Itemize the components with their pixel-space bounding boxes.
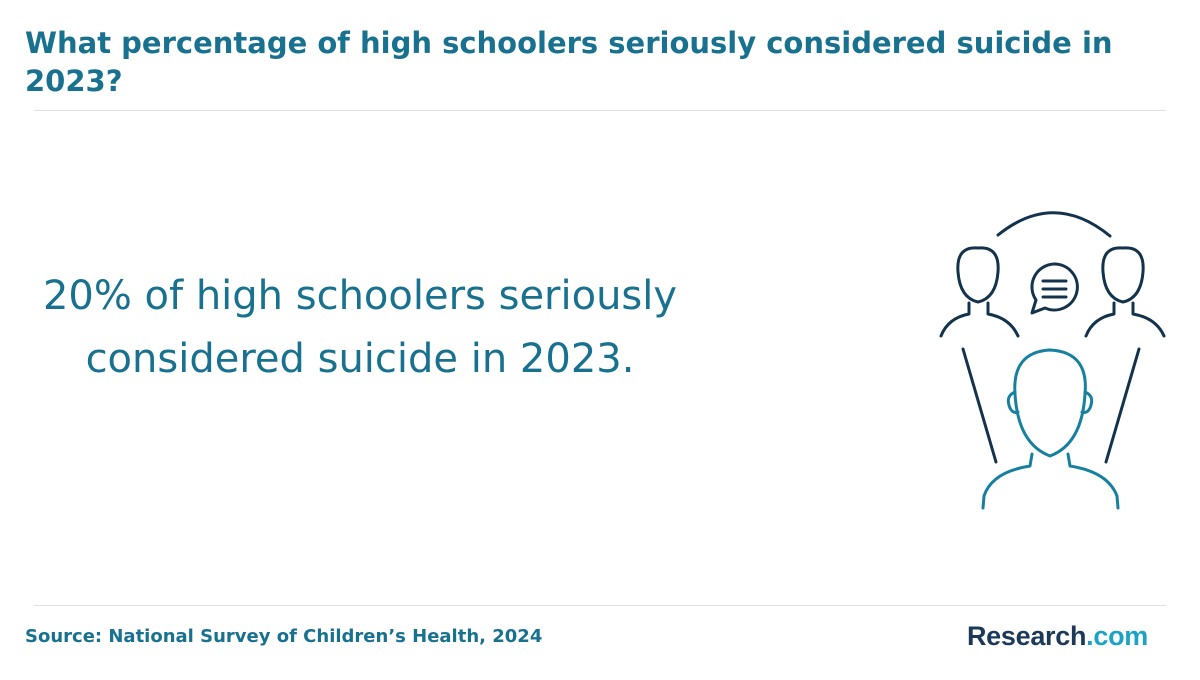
logo-tld-text: .com [1086,621,1148,651]
group-conversation-illustration [930,200,1180,520]
person-icon [941,248,1018,336]
connection-arc [998,213,1110,236]
brand-logo [967,620,1148,652]
person-icon [983,350,1118,508]
logo-brand-text: Research [966,621,1087,651]
perspective-line-right [1106,349,1139,462]
source-citation: Source: National Survey of Children’s Health, 2024 [25,626,543,647]
header-divider [34,110,1166,111]
perspective-line-left [963,349,996,462]
statistic-text: 20% of high schoolers seriously considered suicide in 2023. [42,273,678,382]
chat-bubble-icon [1032,264,1077,313]
person-icon [1086,248,1164,336]
page-title: What percentage of high schoolers seriously considered suicide in 2023? [25,26,1113,98]
footer-divider [34,605,1166,606]
